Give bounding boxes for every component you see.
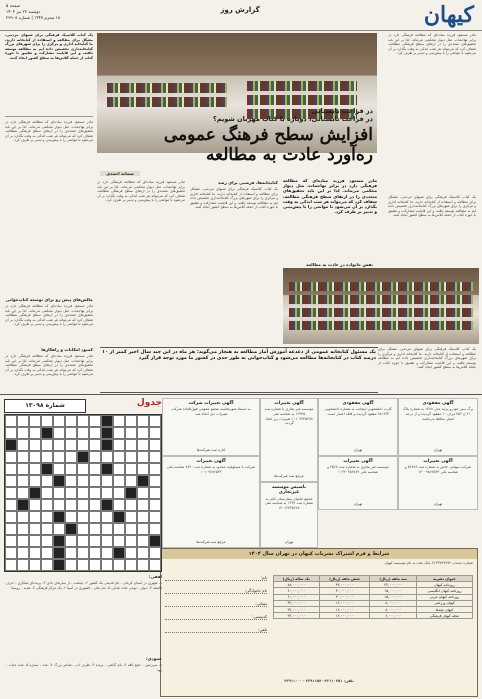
crossword-cell[interactable] <box>17 511 29 523</box>
ad-body: موسسه غیر تجاری به شماره ثبت ۴۵۶۷ و شناسه ملی ۱۰۳۲۰۴۵۶۷۸۹ <box>327 465 389 474</box>
ad-box-8 <box>162 456 260 548</box>
left-column-body: مادر مسعود فرزند ساده‌ای که مطالعه فرهنگی دارد در برابر تهاجمات، مثل دیوار محکمی می‌ماند. لذا بر این باید تحقیق‌های متعددی را در ارتقای سطح فرهنگی مطالعه، شفاف کرد که می‌تواند هر شب اندکی به وقت بگذارد بر آن می‌شود تا موانعی را با پیش‌بینی و تدبیر بر طرف کرد. <box>5 120 93 143</box>
crossword-cell <box>53 475 65 487</box>
section-title: گزارش روز <box>220 6 260 14</box>
crossword-cell[interactable] <box>137 427 149 439</box>
crossword-cell[interactable] <box>125 547 137 559</box>
left-intro: یک کتاب کلاسیک فرهنگی برای شبهای مردمی، مشکل برای مطالعه و استفاده از کتابخانه دارند، ما کتابخانه اداری و مرکزی را برای شهرهای بزرگ کتابخانه‌داری تخصیص داده ایم به مطالعه توسعه یافته، و این قابلیت مشارکت و تطبیق با حوزه کتاب از جمله کلاس‌ها به سطح کشور ایجاد کنند. <box>5 33 93 60</box>
crossword-cell[interactable] <box>29 559 41 571</box>
crossword-cell[interactable] <box>125 475 137 487</box>
table-header: شش ماهه (ریال) <box>319 576 370 582</box>
table-cell: ۶۰,۰۰۰,۰۰۰ <box>274 594 320 600</box>
ad-box-6 <box>318 456 398 510</box>
crossword-cell[interactable] <box>137 511 149 523</box>
crossword-cell <box>137 475 149 487</box>
ad-box-5 <box>398 456 478 510</box>
crossword-cell[interactable] <box>149 451 161 463</box>
crossword-cell[interactable] <box>29 463 41 475</box>
crossword-cell[interactable] <box>125 535 137 547</box>
crossword-cell[interactable] <box>77 439 89 451</box>
crossword-cell[interactable] <box>65 547 77 559</box>
byline: سمانه احمدی <box>100 171 140 176</box>
crossword-cell[interactable] <box>137 415 149 427</box>
down-title: عمودی: <box>146 656 162 661</box>
ad-body: شرکت سهامی خاص به شماره ثبت ۵۶۷۸۹ و شناسه ملی ۱۴۰۰۹۸۷۶۵۴۳ <box>404 465 472 474</box>
crossword-cell[interactable] <box>125 427 137 439</box>
form-field[interactable]: کدپستی: <box>165 614 267 620</box>
table-cell: ۴۴,۰۰۰,۰۰۰ <box>319 582 370 588</box>
subscription-table-wrap <box>273 575 473 619</box>
crossword-cell[interactable] <box>149 427 161 439</box>
crossword-cell[interactable] <box>125 499 137 511</box>
subhead-1: چالش‌های پیش رو برای توسعه کتاب‌خوانی <box>5 297 93 302</box>
crossword-cell[interactable] <box>29 547 41 559</box>
crossword-cell[interactable] <box>149 559 161 571</box>
subhead-4: کمبود امکانات و راهکارها <box>41 347 93 352</box>
crossword-cell[interactable] <box>5 559 17 571</box>
ad-title: آگهی تغییرات <box>196 459 226 464</box>
crossword-cell[interactable] <box>29 499 41 511</box>
crossword-cell[interactable] <box>41 511 53 523</box>
crossword-cell[interactable] <box>149 475 161 487</box>
crossword-cell <box>101 499 113 511</box>
crossword-cell[interactable] <box>77 463 89 475</box>
crossword-cell[interactable] <box>5 427 17 439</box>
crossword-cell[interactable] <box>125 511 137 523</box>
crossword-cell[interactable] <box>41 523 53 535</box>
crossword-cell[interactable] <box>41 487 53 499</box>
table-cell: ۶۰,۰۰۰,۰۰۰ <box>274 588 320 594</box>
across-title: افقی: <box>148 574 162 579</box>
crossword-cell[interactable] <box>65 427 77 439</box>
table-cell: روزنامه کیهان <box>416 582 472 588</box>
crossword-cell <box>101 463 113 475</box>
crossword-cell <box>53 535 65 547</box>
crossword-cell[interactable] <box>89 415 101 427</box>
crossword-cell[interactable] <box>5 451 17 463</box>
form-field[interactable]: نام خانوادگی: <box>165 588 267 594</box>
crossword-cell[interactable] <box>101 535 113 547</box>
crossword-cell[interactable] <box>17 463 29 475</box>
crossword-cell[interactable] <box>89 463 101 475</box>
table-cell: ۱۲,۰۰۰,۰۰۰ <box>319 613 370 619</box>
crossword-cell[interactable] <box>41 415 53 427</box>
ad-body: کارت دانشجویی اینجانب به شماره دانشجویی ۹۸۱۲۳۴ مفقود گردیده و فاقد اعتبار است. <box>324 407 392 416</box>
issue-line: ۱۸ محرم ۱۴۴۷ | شماره ۲۳۹۰۸ <box>6 15 61 20</box>
crossword-cell[interactable] <box>17 559 29 571</box>
subscription-phone: تلفن: ۳۳۱۱۰۲۵۱-۳۳۹۱۱۵۷۰ - ۳۳۹۱۱۰۰۰ <box>284 679 354 683</box>
crossword-cell[interactable] <box>17 427 29 439</box>
table-header: سه ماهه (ریال) <box>370 576 416 582</box>
page-number: صفحه ۵ <box>6 3 21 8</box>
crossword-cell[interactable] <box>53 463 65 475</box>
subscription-box <box>160 548 478 697</box>
crossword-cell[interactable] <box>77 547 89 559</box>
crossword-cell <box>65 523 77 535</box>
crossword-cell[interactable] <box>101 559 113 571</box>
ad-box-3 <box>260 398 318 482</box>
subscription-account: شماره حساب ۲۱۳۳۷۳۹۹۹۳ بانک ملت به نام موسسه کیهان <box>384 561 473 565</box>
form-field[interactable]: نام: <box>165 575 267 581</box>
table-cell: ۱۵,۰۰۰,۰۰۰ <box>370 588 416 594</box>
ad-footer: تهران <box>353 502 363 507</box>
crossword-cell[interactable] <box>113 427 125 439</box>
table-cell: ۳۲,۰۰۰,۰۰۰ <box>274 600 320 606</box>
crossword-cell <box>101 427 113 439</box>
headline-block <box>97 108 377 172</box>
crossword-cell[interactable] <box>137 463 149 475</box>
ad-title: آگهی تغییرات <box>423 459 453 464</box>
ad-box-4 <box>162 398 260 456</box>
crossword-cell <box>41 463 53 475</box>
crossword-cell[interactable] <box>65 451 77 463</box>
crossword-cell[interactable] <box>89 439 101 451</box>
crossword-cell[interactable] <box>101 547 113 559</box>
crossword-cell[interactable] <box>29 427 41 439</box>
crossword-cell <box>101 439 113 451</box>
crossword-cell[interactable] <box>5 487 17 499</box>
right-column-text: مادر مسعود فرزند ساده‌ای که مطالعه فرهنگی دارد در برابر تهاجمات، مثل دیوار محکمی می‌ماند. لذا بر این باید تحقیق‌های متعددی را در ارتقای سطح فرهنگی مطالعه، شفاف کرد که می‌تواند هر شب اندکی به وقت بگذارد بر آن می‌شود تا موانعی را با پیش‌بینی و تدبیر بر طرف کرد. <box>388 33 476 56</box>
crossword-cell[interactable] <box>113 523 125 535</box>
table-header: یک ساله (ریال) <box>274 576 320 582</box>
crossword-cell <box>5 439 17 451</box>
crossword-cell <box>41 427 53 439</box>
crossword-cell[interactable] <box>101 451 113 463</box>
crossword-cell <box>125 487 137 499</box>
crossword-cell[interactable] <box>101 511 113 523</box>
table-cell: ۳۲,۰۰۰,۰۰۰ <box>274 606 320 612</box>
crossword-cell[interactable] <box>77 535 89 547</box>
ad-footer: تهران <box>433 502 443 507</box>
table-header: عنوان نشریه <box>416 576 472 582</box>
crossword-cell[interactable] <box>125 439 137 451</box>
crossword-cell[interactable] <box>65 511 77 523</box>
ad-box-2 <box>318 398 398 456</box>
ad-box-1 <box>398 398 478 456</box>
crossword-cell[interactable] <box>41 475 53 487</box>
right-col-lower: یک کتاب کلاسیک فرهنگی برای شبهای مردمی، مشکل برای مطالعه و استفاده از کتابخانه دارند، ما کتابخانه اداری و مرکزی را برای شهرهای بزرگ کتابخانه‌داری تخصیص داده ایم به مطالعه توسعه یافته، و این قابلیت مشارکت و تطبیق با حوزه کتاب از جمله کلاس‌ها به سطح کشور ایجاد کنند. <box>378 347 476 370</box>
crossword-cell <box>53 559 65 571</box>
crossword-cell[interactable] <box>65 475 77 487</box>
crossword-cell[interactable] <box>89 475 101 487</box>
crossword-label: جدول <box>136 398 162 408</box>
crossword-cell[interactable] <box>77 475 89 487</box>
table-cell: مجله کیهان فرهنگی <box>416 613 472 619</box>
crossword-cell[interactable] <box>17 439 29 451</box>
crossword-cell <box>77 451 89 463</box>
table-cell: ۶,۰۰۰,۰۰۰ <box>370 613 416 619</box>
crossword-cell <box>113 511 125 523</box>
table-cell: کیهان بچه‌ها <box>416 606 472 612</box>
crossword-cell[interactable] <box>149 463 161 475</box>
crossword-cell[interactable] <box>41 535 53 547</box>
crossword-cell[interactable] <box>149 511 161 523</box>
ad-footer: مرجع ثبت شرکت‌ها <box>274 474 304 479</box>
crossword-cell[interactable] <box>101 487 113 499</box>
crossword-cell[interactable] <box>29 415 41 427</box>
crossword-cell[interactable] <box>17 523 29 535</box>
crossword-section <box>4 398 162 695</box>
left-col-lower: مادر مسعود فرزند ساده‌ای که مطالعه فرهنگی دارد در برابر تهاجمات، مثل دیوار محکمی می‌ماند. لذا بر این باید تحقیق‌های متعددی را در ارتقای سطح فرهنگی مطالعه، شفاف کرد که می‌تواند هر شب اندکی به وقت بگذارد بر آن می‌شود تا موانعی را با پیش‌بینی و تدبیر بر طرف کرد. <box>5 354 93 377</box>
table-cell: روزنامه کیهان انگلیسی <box>416 588 472 594</box>
crossword-cell[interactable] <box>65 535 77 547</box>
crossword-cell[interactable] <box>89 451 101 463</box>
table-cell: ۲۲,۰۰۰,۰۰۰ <box>370 582 416 588</box>
ad-footer: تهران <box>353 448 363 453</box>
crossword-cell[interactable] <box>125 559 137 571</box>
crossword-cell[interactable] <box>29 535 41 547</box>
crossword-cell <box>53 547 65 559</box>
table-cell: ۸,۰۰۰,۰۰۰ <box>370 606 416 612</box>
crossword-cell[interactable] <box>77 487 89 499</box>
crossword-cell[interactable] <box>137 535 149 547</box>
subhead-3: نقش خانواده در عادت به مطالعه <box>306 262 373 267</box>
crossword-cell[interactable] <box>89 511 101 523</box>
headline-line-2: ره‌آورد عادت به مطالعه <box>205 145 373 165</box>
table-cell: ۲۴,۰۰۰,۰۰۰ <box>274 613 320 619</box>
page-header <box>0 0 482 31</box>
ad-body: موسسه غیر تجاری با شماره ثبت ۱۲۳۴۵ به شناسه ملی ۱۰۱۰۲۳۴۵۶۷۸ تغییرات زیر اتخاذ گردید. <box>264 407 314 426</box>
crossword-cell[interactable] <box>53 487 65 499</box>
ad-body: به استناد صورتجلسه مجمع عمومی فوق‌العاده شرکت تغییرات ذیل اتخاذ شد. <box>171 407 251 416</box>
crossword-cell[interactable] <box>77 499 89 511</box>
crossword-cell[interactable] <box>53 415 65 427</box>
crossword-cell[interactable] <box>17 451 29 463</box>
crossword-cell[interactable] <box>41 451 53 463</box>
crossword-cell[interactable] <box>125 415 137 427</box>
crossword-cell[interactable] <box>17 487 29 499</box>
masthead-logo: کیهان <box>423 2 474 28</box>
crossword-cell[interactable] <box>89 535 101 547</box>
crossword-cell[interactable] <box>101 475 113 487</box>
crossword-cell[interactable] <box>5 499 17 511</box>
crossword-cell[interactable] <box>89 499 101 511</box>
crossword-cell[interactable] <box>113 499 125 511</box>
crossword-cell[interactable] <box>101 523 113 535</box>
crossword-cell[interactable] <box>17 415 29 427</box>
table-cell: کیهان ورزشی <box>416 600 472 606</box>
crossword-cell[interactable] <box>29 511 41 523</box>
ad-title: آگهی مفقودی <box>422 401 454 406</box>
crossword-cell[interactable] <box>77 523 89 535</box>
crossword-cell[interactable] <box>53 523 65 535</box>
down-clues: ۱- سرزمین - جمع ناقه ۲- نام گیاهی - پرنده ۳- ظرف آب - شاعر بزرگ ۴- عدد - ستاره ۵- مایه حیات - رود <box>6 663 162 672</box>
crossword-number: شماره ۱۳۰۹۸ <box>4 399 86 413</box>
ad-footer: مرجع ثبت شرکت‌ها <box>196 540 226 545</box>
crossword-grid[interactable] <box>4 414 162 572</box>
ad-title: آگهی تغییرات شرکت <box>188 401 234 406</box>
crossword-cell[interactable] <box>137 523 149 535</box>
mid-col-1: مادر مسعود فرزند ساده‌ای که مطالعه فرهنگی دارد در برابر تهاجمات، مثل دیوار محکمی می‌ماند. لذا بر این باید تحقیق‌های متعددی را در ارتقای سطح فرهنگی مطالعه، شفاف کرد که می‌تواند هر شب اندکی به وقت بگذارد بر آن می‌شود تا موانعی را با پیش‌بینی و تدبیر بر طرف کرد. <box>97 180 185 203</box>
crossword-cell <box>53 511 65 523</box>
table-cell: ۱۶,۰۰۰,۰۰۰ <box>319 600 370 606</box>
crossword-cell[interactable] <box>77 559 89 571</box>
crossword-cell[interactable] <box>5 523 17 535</box>
crossword-cell[interactable] <box>137 451 149 463</box>
ad-body: مجمع حامیان بیمارستان کیان به شماره ثبت ۱۲۳۴ به شناسه ملی ۱۴۰۱۲۳۴۵۶۷۸ <box>264 496 314 510</box>
table-cell: ۱۵,۰۰۰,۰۰۰ <box>370 594 416 600</box>
library-photo-2 <box>283 268 479 344</box>
crossword-cell[interactable] <box>5 475 17 487</box>
form-field[interactable]: نشانی: <box>165 601 267 607</box>
crossword-cell[interactable] <box>125 451 137 463</box>
crossword-cell <box>29 487 41 499</box>
crossword-cell[interactable] <box>53 427 65 439</box>
crossword-header <box>92 398 162 412</box>
table-cell: ۸۸,۰۰۰,۰۰۰ <box>274 582 320 588</box>
crossword-cell[interactable] <box>41 547 53 559</box>
crossword-cell[interactable] <box>65 559 77 571</box>
crossword-cell[interactable] <box>137 547 149 559</box>
ad-title: آگهی مفقودی <box>342 401 374 406</box>
crossword-cell[interactable] <box>77 511 89 523</box>
crossword-cell[interactable] <box>113 475 125 487</box>
ad-title: آگهی تغییرات <box>274 401 304 406</box>
crossword-cell[interactable] <box>5 511 17 523</box>
table-row <box>274 613 473 619</box>
crossword-cell[interactable] <box>137 439 149 451</box>
form-field[interactable]: تلفن: <box>165 627 267 633</box>
crossword-cell[interactable] <box>137 499 149 511</box>
crossword-cell[interactable] <box>29 523 41 535</box>
crossword-cell[interactable] <box>29 439 41 451</box>
crossword-cell[interactable] <box>5 415 17 427</box>
crossword-cell[interactable] <box>113 487 125 499</box>
crossword-cell[interactable] <box>5 535 17 547</box>
table-cell: ۳۰,۰۰۰,۰۰۰ <box>319 588 370 594</box>
crossword-cell[interactable] <box>41 559 53 571</box>
crossword-cell[interactable] <box>125 463 137 475</box>
crossword-cell[interactable] <box>53 451 65 463</box>
table-cell: روزنامه کیهان عربی <box>416 594 472 600</box>
pull-quote-text: یک مسئول کتابخانه عمومی از دغدغه آموزش آمار مطالعه به هنجار می‌گوید: هر ماه در این چند سال اخیر کمتر از ۱۰ درصد کتاب در کتابخانه‌ها مطالعه می‌شود و کتاب‌خوانی به طور جدی در کشور ما مورد توجه قرار گیرد <box>102 350 376 361</box>
crossword-cell[interactable] <box>149 439 161 451</box>
ad-footer: تهران <box>433 448 443 453</box>
crossword-cell[interactable] <box>53 439 65 451</box>
headline-kicker: در فراغت تابستانی در فراغت تابستانی، دوباره با کتاب مهربان شویم؟ <box>213 107 373 123</box>
crossword-cell[interactable] <box>17 475 29 487</box>
table-cell: ۳۰,۰۰۰,۰۰۰ <box>319 594 370 600</box>
crossword-cell[interactable] <box>113 559 125 571</box>
date-line: دوشنبه ۲۳ تیر ۱۴۰۴ <box>6 9 41 14</box>
crossword-cell[interactable] <box>89 487 101 499</box>
table-cell: ۸,۰۰۰,۰۰۰ <box>370 600 416 606</box>
crossword-cell[interactable] <box>149 499 161 511</box>
crossword-cell[interactable] <box>65 439 77 451</box>
ad-body: برگ سبز خودرو پراید مدل ۱۳۸۸ به شماره پلاک ۲۱ ج ۴۵۶ ایران ۱۰ مفقود گردیده و از درجه اعتبار ساقط می‌باشد. <box>402 407 474 421</box>
crossword-cell[interactable] <box>29 451 41 463</box>
crossword-cell[interactable] <box>137 559 149 571</box>
crossword-cell[interactable] <box>65 415 77 427</box>
crossword-cell[interactable] <box>29 475 41 487</box>
crossword-cell[interactable] <box>5 463 17 475</box>
mid-col-2: یک کتاب کلاسیک فرهنگی برای شبهای مردمی، مشکل برای مطالعه و استفاده از کتابخانه دارند، ما کتابخانه اداری و مرکزی را برای شهرهای بزرگ کتابخانه‌داری تخصیص داده ایم به مطالعه توسعه یافته، و این قابلیت مشارکت و تطبیق با حوزه کتاب از جمله کلاس‌ها به سطح کشور ایجاد کنند. <box>190 187 278 210</box>
crossword-cell[interactable] <box>65 487 77 499</box>
crossword-cell[interactable] <box>113 535 125 547</box>
crossword-cell[interactable] <box>89 559 101 571</box>
crossword-cell[interactable] <box>41 499 53 511</box>
crossword-cell[interactable] <box>113 463 125 475</box>
crossword-cell[interactable] <box>77 427 89 439</box>
ad-box-7 <box>260 482 318 548</box>
crossword-cell[interactable] <box>137 487 149 499</box>
crossword-cell <box>101 415 113 427</box>
crossword-cell[interactable] <box>89 523 101 535</box>
subscription-table <box>273 575 473 619</box>
table-cell: ۱۶,۰۰۰,۰۰۰ <box>319 606 370 612</box>
ad-footer: تهران <box>284 540 294 545</box>
pull-quote <box>100 347 378 393</box>
crossword-cell[interactable] <box>89 427 101 439</box>
right-column-text-2: یک کتاب کلاسیک فرهنگی برای شبهای مردمی، مشکل برای مطالعه و استفاده از کتابخانه دارند، ما کتابخانه اداری و مرکزی را برای شهرهای بزرگ کتابخانه‌داری تخصیص داده ایم به مطالعه توسعه یافته، و این قابلیت مشارکت و تطبیق با حوزه کتاب از جمله کلاس‌ها به سطح کشور ایجاد کنند. <box>388 195 476 218</box>
crossword-cell[interactable] <box>41 439 53 451</box>
crossword-cell[interactable] <box>113 451 125 463</box>
crossword-cell[interactable] <box>113 439 125 451</box>
ad-body: شرکت با مسئولیت محدود به شماره ثبت ۷۸۹۰ شناسه ملی ۱۰۱۰۹۸۷۶۵۴۳ <box>166 465 256 474</box>
crossword-cell[interactable] <box>149 415 161 427</box>
ad-title: تاسیس موسسه غیرتجاری <box>271 485 307 496</box>
across-clues: ۱- شهری در استان کرمان - نام قدیمی یک کشور ۲- پایتخت - از سازهای بادی ۳- پرنده‌ای شکاری - حرف فاصله ۴- دیوار - نوعی ماده غذایی ۵- نام مادر - کشوری در آسیا ۶- یک مرکز فرهنگی ۷- هدیه - روستا <box>6 581 162 590</box>
crossword-cell[interactable] <box>113 415 125 427</box>
crossword-cell[interactable] <box>65 499 77 511</box>
left-column-body-2: مادر مسعود فرزند ساده‌ای که مطالعه فرهنگی دارد در برابر تهاجمات، مثل دیوار محکمی می‌ماند. لذا بر این باید تحقیق‌های متعددی را در ارتقای سطح فرهنگی مطالعه، شفاف کرد که می‌تواند هر شب اندکی به وقت بگذارد بر آن می‌شود تا موانعی را با پیش‌بینی و تدبیر بر طرف کرد. <box>5 304 93 327</box>
crossword-cell[interactable] <box>149 487 161 499</box>
crossword-cell[interactable] <box>89 547 101 559</box>
crossword-cell[interactable] <box>5 547 17 559</box>
crossword-cell[interactable] <box>125 523 137 535</box>
crossword-cell <box>149 535 161 547</box>
headline-line-1: افزایش سطح فرهنگ عمومی <box>163 125 373 145</box>
crossword-cell[interactable] <box>17 547 29 559</box>
subscription-form <box>165 575 267 665</box>
crossword-cell <box>17 499 29 511</box>
crossword-cell <box>113 547 125 559</box>
crossword-cell[interactable] <box>149 547 161 559</box>
crossword-cell[interactable] <box>53 499 65 511</box>
crossword-cell[interactable] <box>149 523 161 535</box>
crossword-cell[interactable] <box>65 463 77 475</box>
crossword-cell[interactable] <box>77 415 89 427</box>
subhead-2: کتابخانه‌ها، فرصتی برای رشد <box>217 180 278 185</box>
ad-footer: اداره ثبت شرکت‌ها <box>196 448 226 453</box>
subscription-title: شرایط و فرم اشتراک نشریات کیهان در تهران سال ۱۴۰۴ <box>161 549 477 559</box>
crossword-cell[interactable] <box>17 535 29 547</box>
lead-paragraph: مادر مسعود فرزند ساده‌ای که مطالعه فرهنگی دارد در برابر تهاجمات، مثل دیوار محکمی می‌ماند. لذا بر این باید تحقیق‌های متعددی را در ارتقای سطح فرهنگی مطالعه، شفاف کرد که می‌تواند هر شب اندکی به وقت بگذارد بر آن می‌شود تا موانعی را با پیش‌بینی و تدبیر بر طرف کرد. <box>283 178 377 215</box>
ad-title: آگهی تغییرات <box>343 459 373 464</box>
